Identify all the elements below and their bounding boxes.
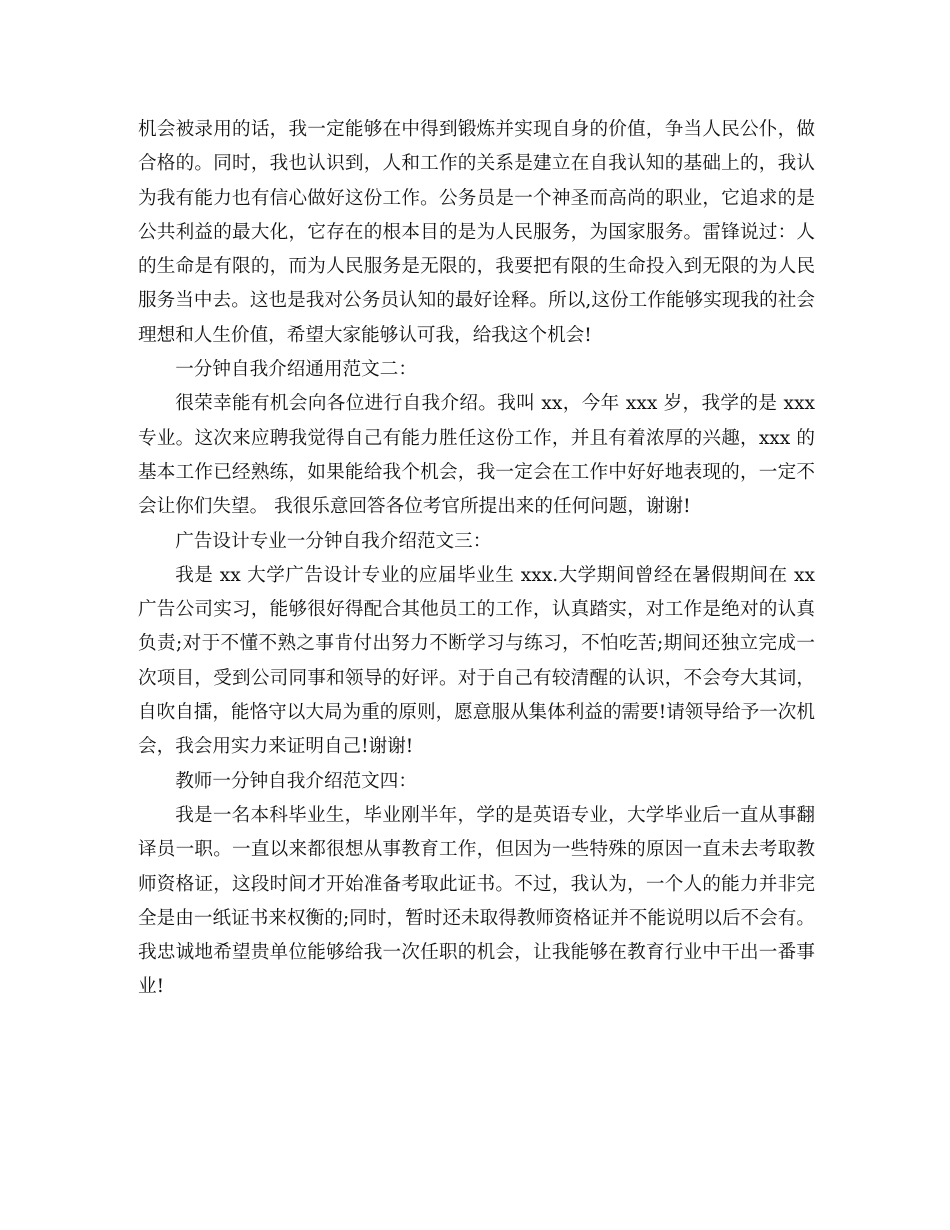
paragraph-sample-2: 很荣幸能有机会向各位进行自我介绍。我叫 xx，今年 xxx 岁，我学的是 xxx 专业。这次来应聘我觉得自己有能力胜任这份工作，并且有着浓厚的兴趣，xxx 的基本工作已经熟练，如果能给我个机会，我一定会在工作中好好地表现的，一定不会让你们失望。 我很乐意回答各位考官所提出来的任何问题，谢谢! <box>138 393 815 518</box>
document-body <box>138 113 815 1005</box>
section-heading-2: 一分钟自我介绍通用范文二： <box>175 359 417 381</box>
section-heading-4: 教师一分钟自我介绍范文四： <box>175 770 417 792</box>
paragraph-intro-continuation: 机会被录用的话，我一定能够在中得到锻炼并实现自身的价值，争当人民公仆，做合格的。同时，我也认识到，人和工作的关系是建立在自我认知的基础上的，我认为我有能力也有信心做好这份工作。公务员是一个神圣而高尚的职业，它追求的是公共利益的最大化，它存在的根本目的是为人民服务，为国家服务。雷锋说过：人的生命是有限的，而为人民服务是无限的，我要把有限的生命投入到无限的为人民服务当中去。这也是我对公务员认知的最好诠释。所以,这份工作能够实现我的社会理想和人生价值，希望大家能够认可我，给我这个机会! <box>138 119 815 346</box>
section-heading-3: 广告设计专业一分钟自我介绍范文三： <box>175 530 492 552</box>
paragraph-sample-3: 我是 xx 大学广告设计专业的应届毕业生 xxx.大学期间曾经在暑假期间在 xx 广告公司实习，能够很好得配合其他员工的工作，认真踏实，对工作是绝对的认真负责;对于不懂不熟之事肯付出努力不断学习与练习，不怕吃苦;期间还独立完成一次项目，受到公司同事和领导的好评。对于自己有较清醒的认识，不会夸大其词，自吹自擂，能恪守以大局为重的原则，愿意服从集体利益的需要!请领导给予一次机会，我会用实力来证明自己!谢谢! <box>138 564 815 758</box>
paragraph-sample-4: 我是一名本科毕业生，毕业刚半年，学的是英语专业，大学毕业后一直从事翻译员一职。一直以来都很想从事教育工作，但因为一些特殊的原因一直未去考取教师资格证，这段时间才开始准备考取此证书。不过，我认为，一个人的能力并非完全是由一纸证书来权衡的;同时，暂时还未取得教师资格证并不能说明以后不会有。我忠诚地希望贵单位能够给我一次任职的机会，让我能够在教育行业中干出一番事业! <box>138 804 815 998</box>
